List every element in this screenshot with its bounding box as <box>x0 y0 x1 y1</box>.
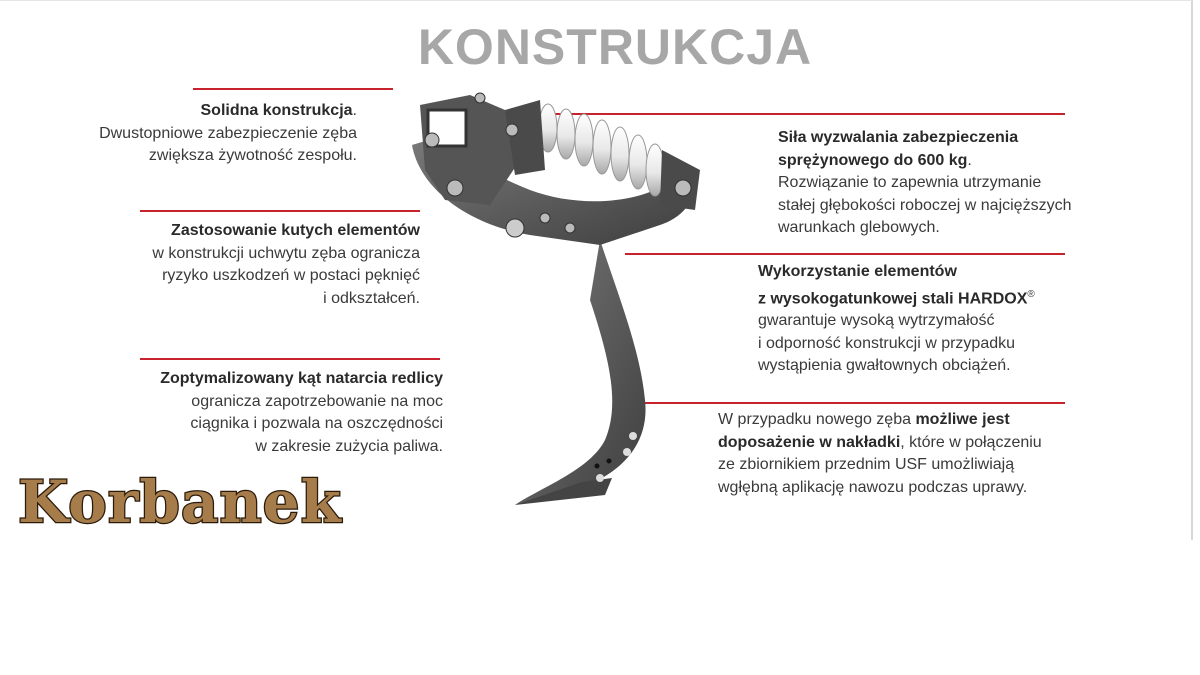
feature-heading: sprężynowego do 600 kg <box>778 151 968 169</box>
feature-solid-construction: Solidna konstrukcja. Dwustopniowe zabezpieczenie zęba zwiększa żywotność zespołu. <box>99 100 357 168</box>
feature-text: ogranicza zapotrzebowanie na moc <box>191 392 443 410</box>
feature-text: zwiększa żywotność zespołu. <box>148 147 357 164</box>
spring-plate <box>660 150 700 210</box>
brand-logo <box>14 466 394 536</box>
feature-heading: Solidna konstrukcja <box>200 102 353 119</box>
feature-text: wgłębną aplikację nawozu podczas uprawy. <box>718 478 1028 496</box>
feature-optimized-angle <box>160 368 443 458</box>
feature-heading: Zoptymalizowany kąt natarcia redlicy <box>160 370 443 387</box>
spring-coil <box>539 104 664 196</box>
shank-bolt <box>623 448 631 456</box>
shank-hole <box>607 459 612 464</box>
shank-bolt <box>629 432 637 440</box>
feature-heading: Zastosowanie kutych elementów <box>171 222 420 239</box>
arm-bolt <box>425 133 439 147</box>
feature-text: warunkach glebowych. <box>778 219 940 236</box>
arm-bolt <box>675 180 691 196</box>
feature-text: i odporność konstrukcji w przypadku <box>758 334 1016 352</box>
feature-text: Rozwiązanie to zapewnia utrzymanie <box>778 174 1042 191</box>
registered-mark: ® <box>1027 288 1035 300</box>
arm-bolt <box>565 223 575 233</box>
arm-bolt <box>506 124 518 136</box>
feature-text: stałej głębokości roboczej w najcięższych <box>778 196 1072 214</box>
feature-forged-elements <box>152 220 420 310</box>
tine-shank <box>515 240 646 505</box>
brand-logo-text: Korbanek <box>18 468 342 536</box>
shank-hole <box>595 464 600 469</box>
arm-bolt <box>447 180 463 196</box>
feature-text: i odkształceń. <box>323 289 420 307</box>
shank-bolt <box>596 474 604 482</box>
feature-heading: Wykorzystanie elementów <box>758 263 957 280</box>
feature-hardox <box>758 261 1035 378</box>
feature-text: ciągnika i pozwala na oszczędności <box>190 415 443 432</box>
feature-spring-force: Siła wyzwalania zabezpieczenia sprężynowego do 600 kg. Rozwiązanie to zapewnia utrzymanie stałej głębokości roboczej w najcięższych warunkach glebowych. <box>778 127 1071 240</box>
arm-bolt <box>475 93 485 103</box>
feature-text: Dwustopniowe zabezpieczenie zęba <box>99 124 357 142</box>
feature-text: wystąpienia gwałtownych obciążeń. <box>758 357 1011 375</box>
feature-text: gwarantuje wysoką wytrzymałość <box>758 312 995 330</box>
feature-heading: z wysokogatunkowej stali HARDOX <box>758 289 1028 307</box>
page-title: KONSTRUKCJA <box>417 19 813 75</box>
feature-heading: Siła wyzwalania zabezpieczenia <box>778 129 1019 146</box>
arm-bolt <box>506 219 524 237</box>
feature-text: w zakresie zużycia paliwa. <box>255 437 443 455</box>
feature-text: ryzyko uszkodzeń w postaci pęknięć <box>162 267 420 284</box>
arm-bolt <box>540 213 550 223</box>
feature-overlays: W przypadku nowego zęba możliwe jest doposażenie w nakładki, które w połączeniu ze zbiornikiem przednim USF umożliwiają wgłębną aplikację nawozu podczas uprawy. <box>718 409 1042 499</box>
feature-text: w konstrukcji uchwytu zęba ogranicza <box>152 244 420 262</box>
feature-text: ze zbiornikiem przednim USF umożliwiają <box>718 456 1015 473</box>
